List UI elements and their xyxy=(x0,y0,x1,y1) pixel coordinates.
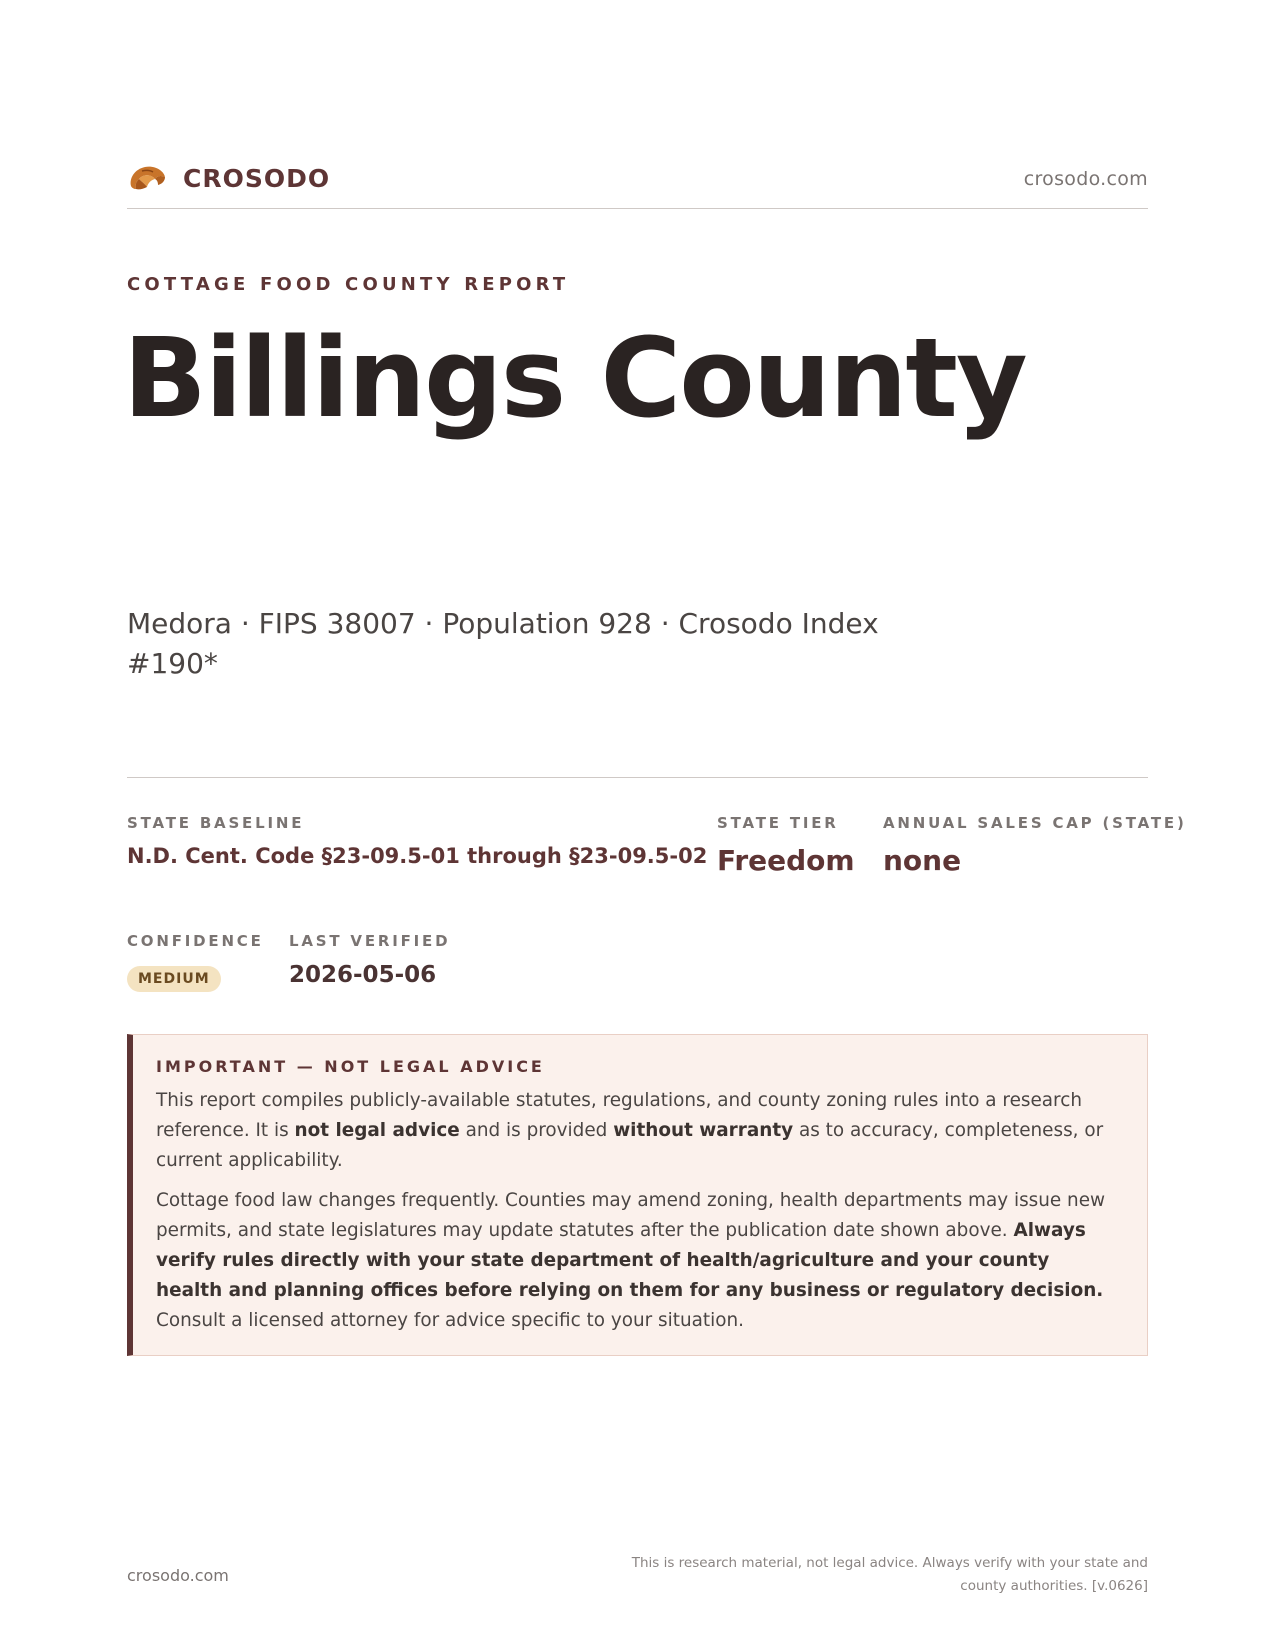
site-url[interactable]: crosodo.com xyxy=(1023,168,1148,190)
page-header xyxy=(127,156,1148,209)
legal-notice xyxy=(127,1034,1148,1356)
sales-cap-block xyxy=(883,814,1187,877)
croissant-icon xyxy=(127,160,167,196)
notice-emphasis: Always verify rules directly with your state department of health/agriculture and your county health and planning offices before relying on them for any business or regulatory decision. xyxy=(156,1220,1104,1301)
report-page xyxy=(123,0,1187,1650)
notice-emphasis: without warranty xyxy=(613,1120,794,1141)
notice-emphasis: not legal advice xyxy=(294,1120,460,1141)
confidence-badge: MEDIUM xyxy=(127,966,221,992)
brand xyxy=(127,160,330,196)
notice-paragraph-1 xyxy=(156,1086,1121,1176)
state-tier-value: Freedom xyxy=(717,844,855,877)
last-verified-label: LAST VERIFIED xyxy=(289,932,451,950)
page-title: Billings County xyxy=(123,314,1026,442)
notice-text: Cottage food law changes frequently. Counties may amend zoning, health departments may issue new permits, and state legislatures may update statutes after the publication date shown above. xyxy=(156,1190,1106,1241)
sales-cap-value: none xyxy=(883,844,962,877)
last-verified-value: 2026-05-06 xyxy=(289,962,437,988)
notice-text: Consult a licensed attorney for advice specific to your situation. xyxy=(156,1310,744,1331)
state-tier-label: STATE TIER xyxy=(717,814,839,832)
state-baseline-label: STATE BASELINE xyxy=(127,814,305,832)
section-divider xyxy=(127,777,1148,778)
notice-text: This report compiles publicly-available statutes, regulations, and county zoning rules into a research reference. It is xyxy=(156,1090,1082,1141)
state-baseline-block xyxy=(127,814,707,868)
report-eyebrow: COTTAGE FOOD COUNTY REPORT xyxy=(127,274,570,295)
last-verified-block xyxy=(289,932,450,988)
notice-paragraph-2 xyxy=(156,1186,1121,1336)
confidence-label: CONFIDENCE xyxy=(127,932,264,950)
sales-cap-label: ANNUAL SALES CAP (STATE) xyxy=(883,814,1187,832)
state-tier-block xyxy=(717,814,855,877)
brand-name: CROSODO xyxy=(183,163,331,193)
report-subtitle: Medora · FIPS 38007 · Population 928 · Crosodo Index #190* xyxy=(127,607,879,680)
footer-url[interactable]: crosodo.com xyxy=(127,1566,229,1585)
notice-title: IMPORTANT — NOT LEGAL ADVICE xyxy=(156,1057,545,1076)
notice-text: as to accuracy, completeness, or current applicability. xyxy=(156,1120,1104,1171)
footer-disclaimer: This is research material, not legal advice. Always verify with your state and county authorities. [v.0626] xyxy=(631,1555,1148,1594)
state-baseline-value: N.D. Cent. Code §23-09.5-01 through §23-09.5-02 xyxy=(127,844,708,868)
confidence-block xyxy=(127,932,264,992)
notice-text: and is provided xyxy=(459,1120,614,1141)
